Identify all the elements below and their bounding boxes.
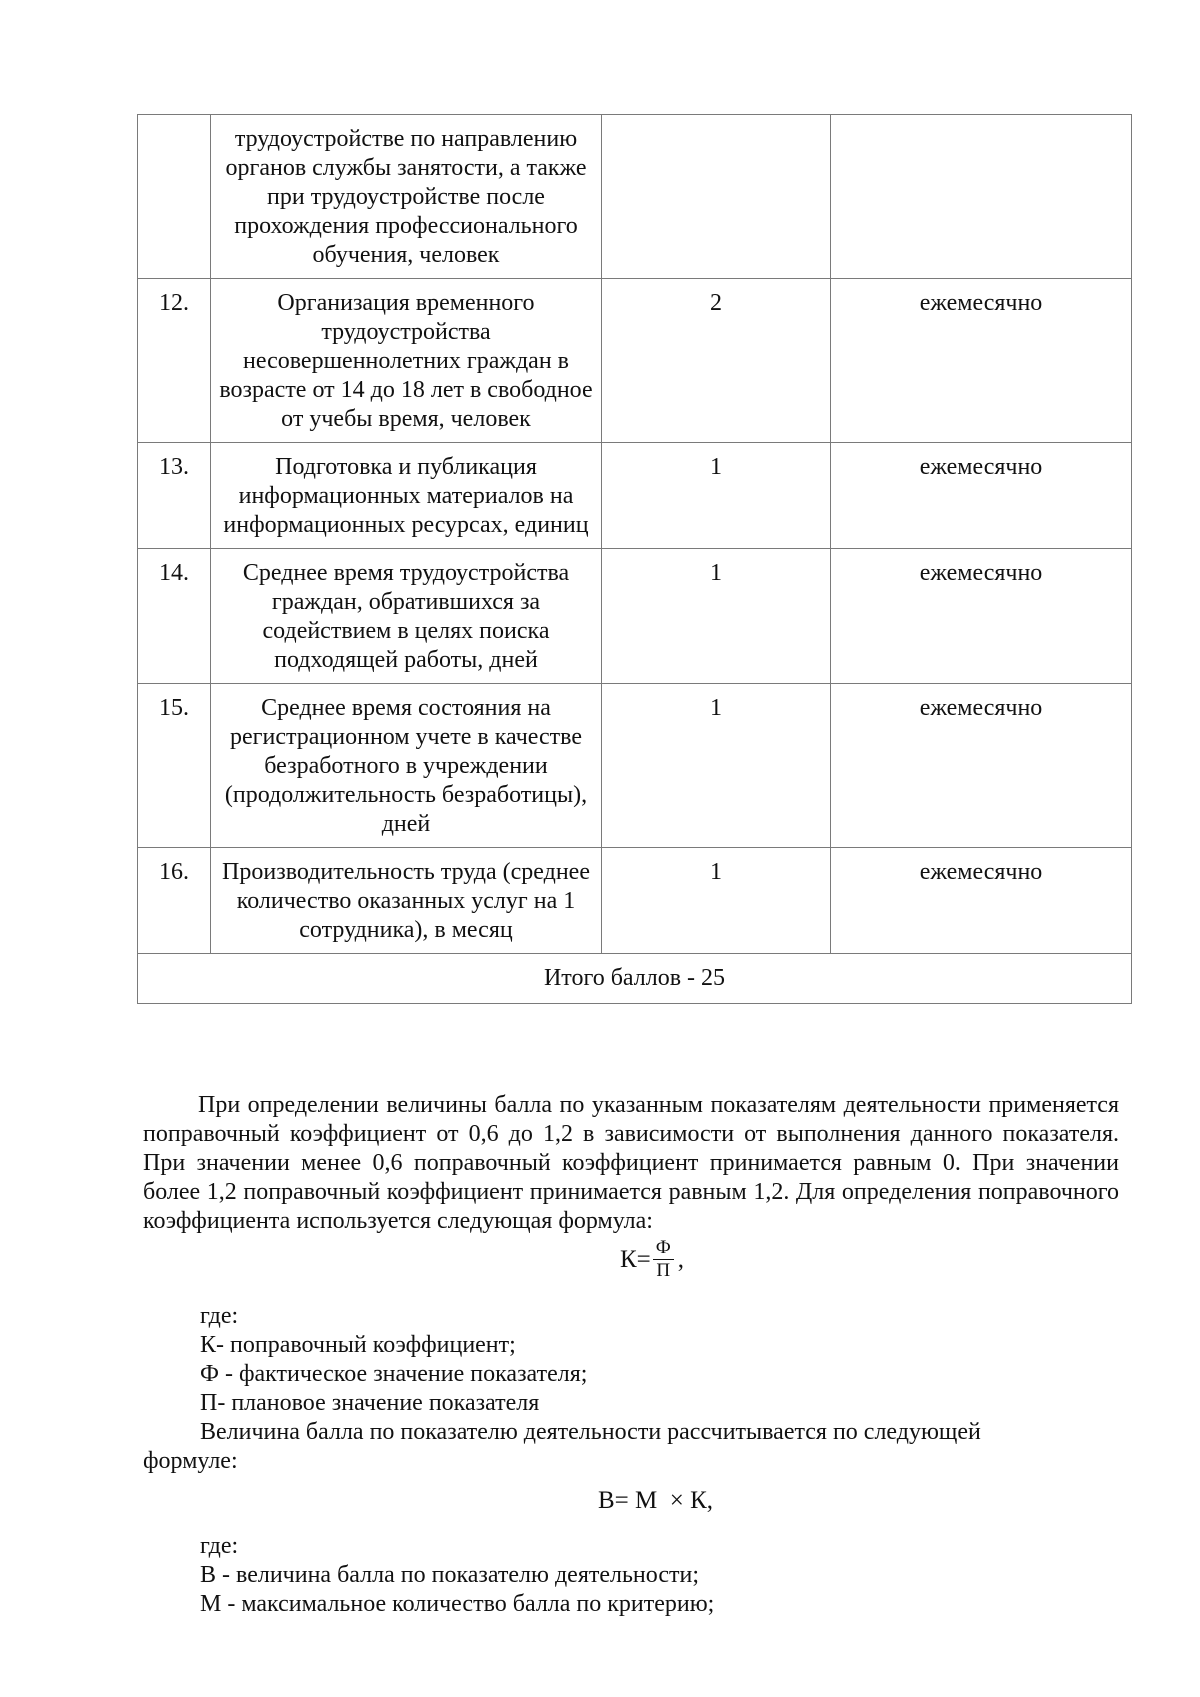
fraction-denominator: П xyxy=(656,1260,671,1281)
total-row xyxy=(138,954,1132,1004)
indicators-table xyxy=(137,114,1132,1004)
indicator-name: Среднее время трудоустройства граждан, обратившихся за содействием в целях поиска подходящей работы, дней xyxy=(211,549,602,684)
definition-line: К- поправочный коэффициент; xyxy=(200,1332,516,1358)
row-number: 16. xyxy=(138,848,211,954)
row-number: 13. xyxy=(138,443,211,549)
definition-line: В - величина балла по показателю деятельности; xyxy=(200,1562,700,1588)
definition-line: Ф - фактическое значение показателя; xyxy=(200,1361,588,1387)
coefficient-formula xyxy=(620,1238,684,1281)
table-row xyxy=(138,279,1132,443)
frequency: ежемесячно xyxy=(831,443,1132,549)
definition-line: где: xyxy=(200,1303,239,1329)
indicator-name: трудоустройстве по направлению органов службы занятости, а также при трудоустройстве после прохождения профессионального обучения, человек xyxy=(211,115,602,279)
max-score: 2 xyxy=(602,279,831,443)
score-paragraph: Величина балла по показателю деятельности рассчитывается по следующей формуле: xyxy=(143,1419,981,1474)
table-row xyxy=(138,115,1132,279)
frequency: ежемесячно xyxy=(831,279,1132,443)
score-formula: В= М × К, xyxy=(598,1487,714,1514)
table-row xyxy=(138,848,1132,954)
frequency xyxy=(831,115,1132,279)
definitions-list-2 xyxy=(143,1532,1119,1619)
formula-tail: , xyxy=(677,1245,685,1273)
indicator-name: Организация временного трудоустройства несовершеннолетних граждан в возрасте от 14 до 18 лет в свободное от учебы время, человек xyxy=(211,279,602,443)
max-score: 1 xyxy=(602,684,831,848)
definition-line: М - максимальное количество балла по критерию; xyxy=(200,1591,715,1617)
definition-line: П- плановое значение показателя xyxy=(200,1390,540,1416)
row-number: 14. xyxy=(138,549,211,684)
fraction-numerator: Ф xyxy=(653,1238,674,1260)
max-score: 1 xyxy=(602,848,831,954)
max-score: 1 xyxy=(602,549,831,684)
formula-fraction xyxy=(653,1238,674,1281)
row-number: 15. xyxy=(138,684,211,848)
row-number xyxy=(138,115,211,279)
definition-line: где: xyxy=(200,1533,239,1559)
max-score xyxy=(602,115,831,279)
frequency: ежемесячно xyxy=(831,549,1132,684)
indicator-name: Подготовка и публикация информационных материалов на информационных ресурсах, единиц xyxy=(211,443,602,549)
table-row xyxy=(138,443,1132,549)
formula-lhs: К= xyxy=(620,1245,651,1273)
table-row xyxy=(138,549,1132,684)
frequency: ежемесячно xyxy=(831,848,1132,954)
table-row xyxy=(138,684,1132,848)
total-score: Итого баллов - 25 xyxy=(138,954,1132,1004)
max-score: 1 xyxy=(602,443,831,549)
indicator-name: Среднее время состояния на регистрационном учете в качестве безработного в учреждении (продолжительность безработицы), дней xyxy=(211,684,602,848)
row-number: 12. xyxy=(138,279,211,443)
frequency: ежемесячно xyxy=(831,684,1132,848)
coefficient-paragraph: При определении величины балла по указанным показателям деятельности применяется поправочный коэффициент от 0,6 до 1,2 в зависимости от выполнения данного показателя. При значении менее 0,6 поправочный коэффициент принимается равным 0. При значении более 1,2 поправочный коэффициент принимается равным 1,2. Для определения поправочного коэффициента используется следующая формула: xyxy=(143,1092,1119,1234)
indicator-name: Производительность труда (среднее количество оказанных услуг на 1 сотрудника), в месяц xyxy=(211,848,602,954)
definitions-list-1 xyxy=(143,1302,1119,1418)
